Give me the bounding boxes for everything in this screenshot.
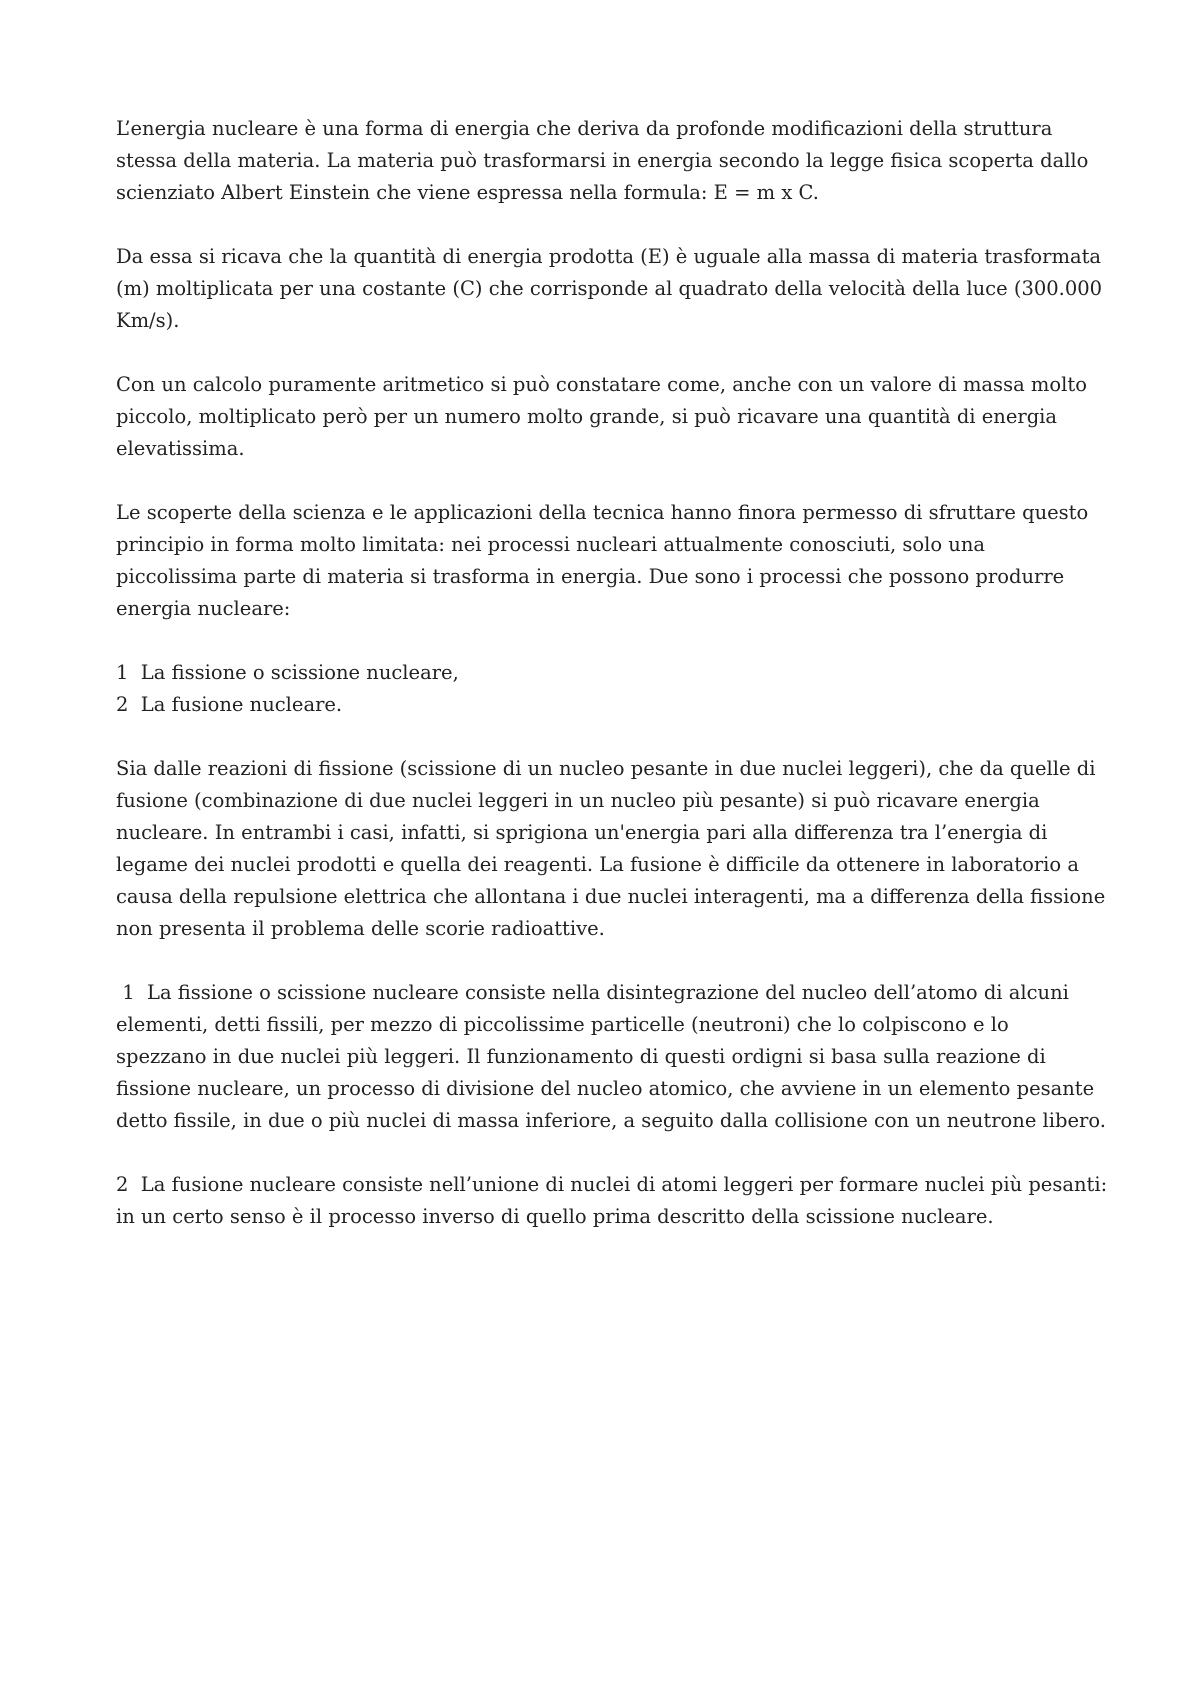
paragraph-fission-detail	[116, 977, 1156, 1137]
paragraph-calculation	[116, 369, 1156, 465]
text-line: fusione (combinazione di due nuclei leggeri in un nucleo più pesante) si può ricavare energia	[116, 789, 1040, 812]
text-line: (m) moltiplicata per una costante (C) che corrisponde al quadrato della velocità della luce (300.000	[116, 277, 1103, 300]
text-line: L’energia nucleare è una forma di energia che deriva da profonde modificazioni della struttura	[116, 117, 1053, 140]
list-item: 1 La fissione o scissione nucleare,	[116, 661, 459, 684]
text-line: Da essa si ricava che la quantità di energia prodotta (E) è uguale alla massa di materia trasformata	[116, 245, 1102, 268]
process-list	[116, 657, 1156, 721]
text-line: principio in forma molto limitata: nei processi nucleari attualmente conosciuti, solo una	[116, 533, 986, 556]
paragraph-fusion-detail	[116, 1169, 1156, 1233]
text-line: Km/s).	[116, 309, 180, 332]
text-line: fissione nucleare, un processo di divisione del nucleo atomico, che avviene in un elemento pesante	[116, 1077, 1095, 1100]
text-line: spezzano in due nuclei più leggeri. Il funzionamento di questi ordigni si basa sulla reazione di	[116, 1045, 1046, 1068]
paragraph-formula-explanation	[116, 241, 1156, 337]
text-line: Le scoperte della scienza e le applicazioni della tecnica hanno finora permesso di sfruttare questo	[116, 501, 1089, 524]
text-line: detto fissile, in due o più nuclei di massa inferiore, a seguito dalla collisione con un neutrone libero.	[116, 1109, 1106, 1132]
text-line: stessa della materia. La materia può trasformarsi in energia secondo la legge fisica scoperta dallo	[116, 149, 1089, 172]
paragraph-discoveries	[116, 497, 1156, 625]
text-line: piccolissima parte di materia si trasforma in energia. Due sono i processi che possono produrre	[116, 565, 1065, 588]
paragraph-fission-fusion	[116, 753, 1156, 945]
text-line: 1 La fissione o scissione nucleare consiste nella disintegrazione del nucleo dell’atomo di alcuni	[116, 981, 1069, 1004]
text-line: nucleare. In entrambi i casi, infatti, si sprigiona un'energia pari alla differenza tra l’energia di	[116, 821, 1048, 844]
text-line: Con un calcolo puramente aritmetico si può constatare come, anche con un valore di massa molto	[116, 373, 1087, 396]
text-line: in un certo senso è il processo inverso di quello prima descritto della scissione nucleare.	[116, 1205, 994, 1228]
text-line: scienziato Albert Einstein che viene espressa nella formula: E = m x C.	[116, 181, 819, 204]
document-body	[116, 113, 1156, 1265]
text-line: 2 La fusione nucleare consiste nell’unione di nuclei di atomi leggeri per formare nuclei più pesanti:	[116, 1173, 1108, 1196]
list-item: 2 La fusione nucleare.	[116, 693, 343, 716]
text-line: causa della repulsione elettrica che allontana i due nuclei interagenti, ma a differenza della fissione	[116, 885, 1106, 908]
text-line: legame dei nuclei prodotti e quella dei reagenti. La fusione è difficile da ottenere in laboratorio a	[116, 853, 1079, 876]
text-line: Sia dalle reazioni di fissione (scissione di un nucleo pesante in due nuclei leggeri), che da quelle di	[116, 757, 1096, 780]
text-line: piccolo, moltiplicato però per un numero molto grande, si può ricavare una quantità di energia	[116, 405, 1058, 428]
text-line: elevatissima.	[116, 437, 245, 460]
text-line: energia nucleare:	[116, 597, 291, 620]
text-line: non presenta il problema delle scorie radioattive.	[116, 917, 605, 940]
text-line: elementi, detti fissili, per mezzo di piccolissime particelle (neutroni) che lo colpiscono e lo	[116, 1013, 1009, 1036]
paragraph-intro	[116, 113, 1156, 209]
